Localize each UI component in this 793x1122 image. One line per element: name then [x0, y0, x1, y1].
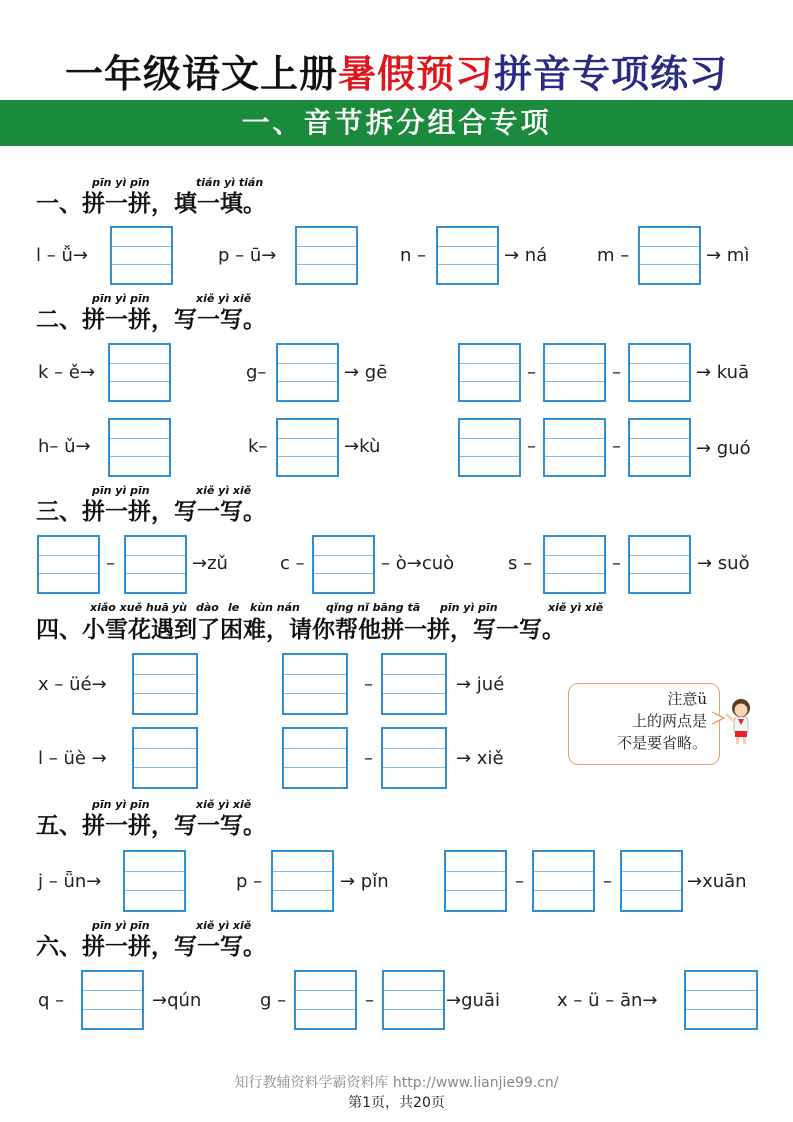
syllable-result: →kù — [344, 436, 381, 457]
answer-box[interactable] — [312, 535, 375, 594]
pinyin-annotation: xiě yì xiě — [548, 601, 604, 614]
syllable-result: →guāi — [446, 990, 500, 1011]
pinyin-annotation: kùn nán — [250, 601, 300, 614]
syllable-prompt: p – ū→ — [218, 245, 277, 266]
answer-box[interactable] — [620, 850, 683, 912]
answer-box[interactable] — [436, 226, 499, 285]
girl-character-icon — [724, 697, 758, 745]
syllable-prompt: n – — [400, 245, 427, 266]
pinyin-annotation: tián yì tián — [196, 176, 264, 189]
dash: – — [612, 436, 621, 457]
pinyin-annotation: pīn yì pīn — [92, 484, 150, 497]
syllable-result: →qún — [152, 990, 202, 1011]
answer-box[interactable] — [382, 970, 445, 1030]
answer-box[interactable] — [458, 418, 521, 477]
dash: – — [364, 748, 373, 769]
pinyin-annotation: xiě yì xiě — [196, 919, 252, 932]
page-number: 第1页，共20页 — [348, 1095, 445, 1111]
syllable-prompt: x – ü – ān→ — [557, 990, 658, 1011]
syllable-prompt: j – ǖn→ — [38, 871, 102, 892]
pinyin-annotation: le — [228, 601, 240, 614]
answer-box[interactable] — [123, 850, 186, 912]
answer-box[interactable] — [282, 727, 348, 789]
dash: – — [364, 674, 373, 695]
answer-box[interactable] — [108, 418, 171, 477]
answer-box[interactable] — [638, 226, 701, 285]
answer-box[interactable] — [628, 343, 691, 402]
syllable-result: → guó — [696, 438, 751, 459]
syllable-prompt: k – ě→ — [38, 362, 96, 383]
answer-box[interactable] — [282, 653, 348, 715]
answer-box[interactable] — [110, 226, 173, 285]
dash: – — [527, 362, 536, 383]
syllable-prompt: g – — [260, 990, 287, 1011]
section-4-heading: 四、小雪花遇到了困难，请你帮他拼一拼，写一写。 — [36, 616, 565, 643]
answer-box[interactable] — [628, 535, 691, 594]
syllable-result: – ò→cuò — [381, 553, 455, 574]
pinyin-annotation: pīn yì pīn — [92, 798, 150, 811]
pinyin-annotation: xiǎo xuě huā — [90, 601, 169, 614]
syllable-result: → jué — [456, 674, 505, 695]
syllable-prompt: m – — [597, 245, 630, 266]
syllable-prompt: q – — [38, 990, 65, 1011]
section-5-heading: 五、拼一拼，写一写。 — [36, 812, 266, 839]
dash: – — [603, 871, 612, 892]
tip-line: 上的两点是 — [631, 712, 707, 730]
answer-box[interactable] — [684, 970, 758, 1030]
pinyin-annotation: pīn yì pīn — [440, 601, 498, 614]
syllable-prompt: x – üé→ — [38, 674, 107, 695]
syllable-result: → ná — [504, 245, 548, 266]
section-1-heading: 一、拼一拼，填一填。 — [36, 190, 266, 217]
pinyin-annotation: qǐng nǐ bāng tā — [326, 601, 421, 614]
dash: – — [612, 362, 621, 383]
answer-box[interactable] — [132, 653, 198, 715]
syllable-prompt: l – ǚ→ — [36, 245, 88, 266]
dash: – — [612, 553, 621, 574]
syllable-prompt: p – — [236, 871, 263, 892]
answer-box[interactable] — [276, 343, 339, 402]
pinyin-annotation: dào — [196, 601, 219, 614]
answer-box[interactable] — [271, 850, 334, 912]
answer-box[interactable] — [276, 418, 339, 477]
answer-box[interactable] — [381, 727, 447, 789]
pinyin-annotation: pīn yì pīn — [92, 292, 150, 305]
syllable-result: → suǒ — [697, 553, 750, 574]
syllable-result: → xiě — [456, 748, 504, 769]
pinyin-annotation: xiě yì xiě — [196, 292, 252, 305]
dash: – — [365, 990, 374, 1011]
dash: – — [106, 553, 115, 574]
pinyin-annotation: pīn yì pīn — [92, 919, 150, 932]
section-3-heading: 三、拼一拼，写一写。 — [36, 498, 266, 525]
answer-box[interactable] — [108, 343, 171, 402]
pinyin-annotation: xiě yì xiě — [196, 484, 252, 497]
answer-box[interactable] — [543, 418, 606, 477]
answer-box[interactable] — [124, 535, 187, 594]
dash: – — [527, 436, 536, 457]
syllable-prompt: h– ǔ→ — [38, 436, 91, 457]
dash: – — [515, 871, 524, 892]
tip-line: 注意ü — [667, 690, 707, 708]
syllable-prompt: g– — [246, 362, 267, 383]
syllable-result: →zǔ — [192, 553, 228, 574]
answer-box[interactable] — [294, 970, 357, 1030]
syllable-result: → kuā — [696, 362, 750, 383]
tip-bubble — [568, 683, 720, 765]
pinyin-annotation: pīn yì pīn — [92, 176, 150, 189]
answer-box[interactable] — [543, 535, 606, 594]
syllable-prompt: k– — [248, 436, 268, 457]
watermark-text: 知行教辅资料学霸资料库 http://www.lianjie99.cn/ — [234, 1075, 559, 1091]
page-title: 一年级语文上册暑假预习拼音专项练习 — [64, 51, 729, 96]
answer-box[interactable] — [132, 727, 198, 789]
answer-box[interactable] — [81, 970, 144, 1030]
section-6-heading: 六、拼一拼，写一写。 — [36, 933, 266, 960]
answer-box[interactable] — [381, 653, 447, 715]
answer-box[interactable] — [37, 535, 100, 594]
answer-box[interactable] — [295, 226, 358, 285]
answer-box[interactable] — [543, 343, 606, 402]
tip-line: 不是要省略。 — [616, 734, 707, 752]
syllable-prompt: s – — [508, 553, 533, 574]
pinyin-annotation: yù — [172, 601, 188, 614]
answer-box[interactable] — [628, 418, 691, 477]
syllable-prompt: l – üè → — [38, 748, 107, 769]
section-banner: 一、音节拆分组合专项 — [0, 100, 793, 146]
syllable-result: → mì — [706, 245, 750, 266]
syllable-result: → pǐn — [340, 871, 389, 892]
pinyin-annotation: xiě yì xiě — [196, 798, 252, 811]
syllable-result: →xuān — [687, 871, 747, 892]
syllable-prompt: c – — [280, 553, 305, 574]
answer-box[interactable] — [458, 343, 521, 402]
answer-box[interactable] — [532, 850, 595, 912]
answer-box[interactable] — [444, 850, 507, 912]
section-2-heading: 二、拼一拼，写一写。 — [36, 306, 266, 333]
syllable-result: → gē — [344, 362, 388, 383]
